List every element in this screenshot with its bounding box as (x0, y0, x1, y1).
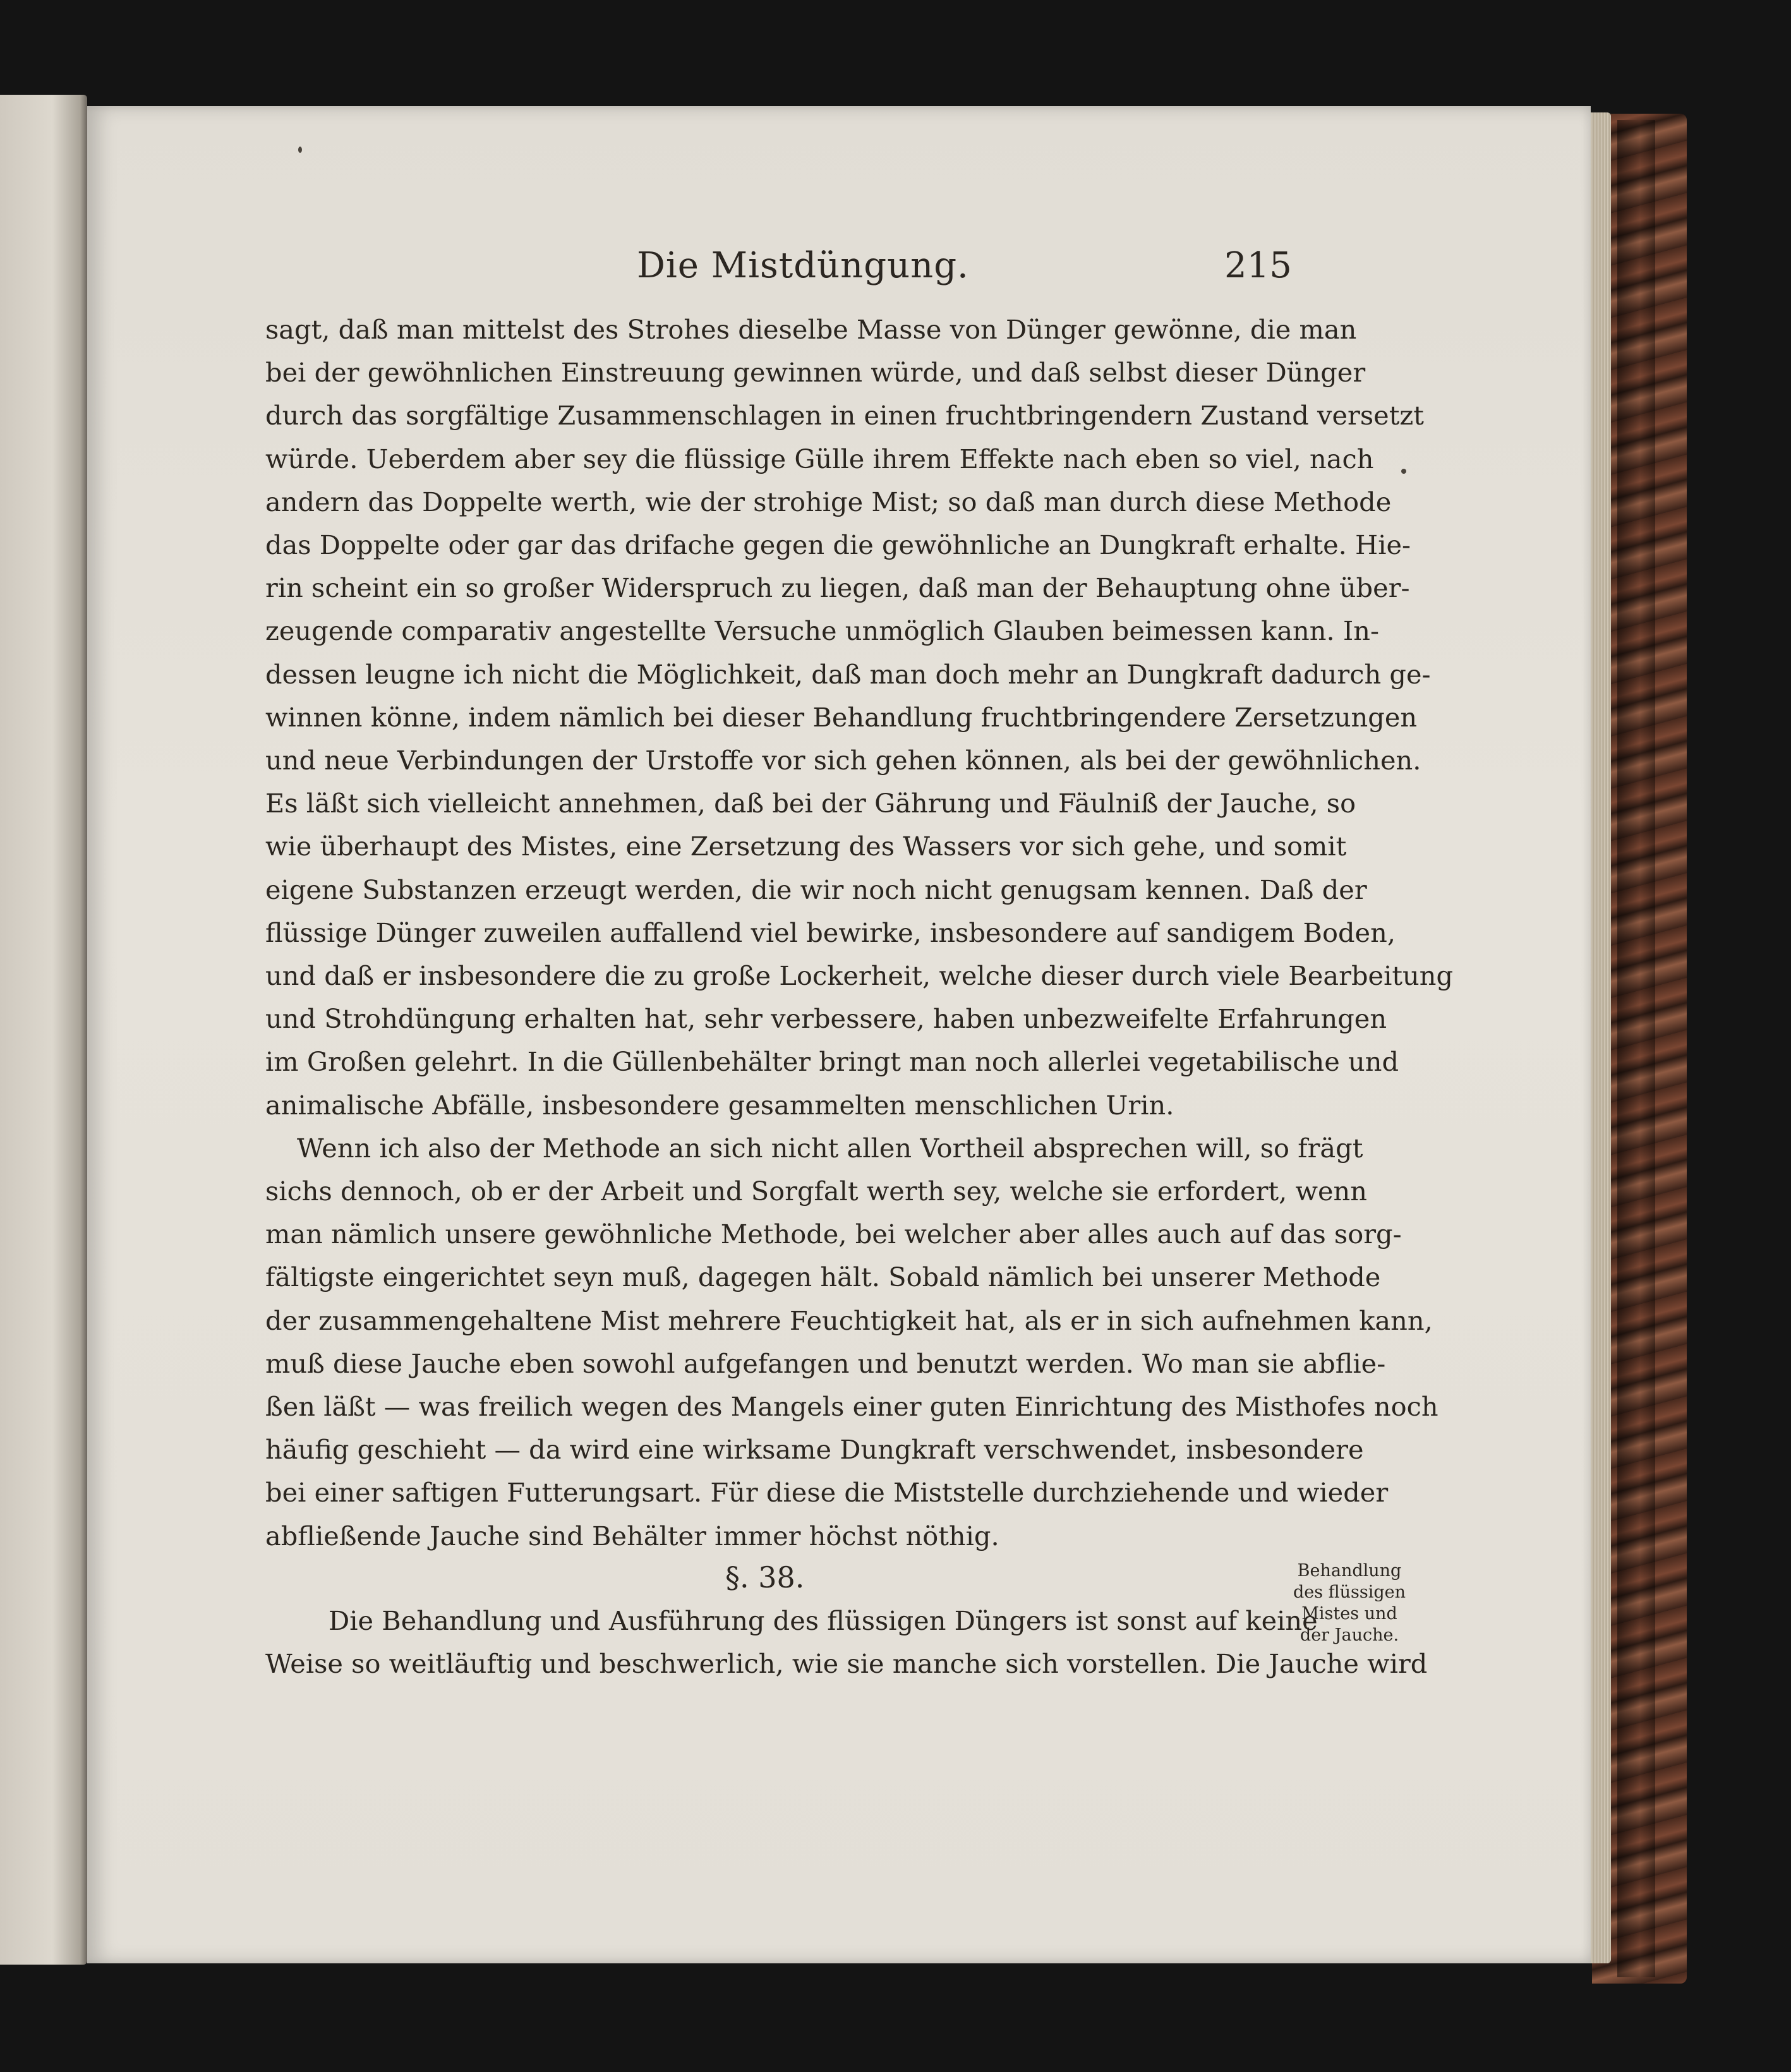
margin-note-line: des flüssigen (1293, 1582, 1406, 1602)
text-line: Die Behandlung und Ausführung des flüssigen Düngers ist sonst auf keine (329, 1605, 1318, 1636)
text-line: der zusammengehaltene Mist mehrere Feuchtigkeit hat, als er in sich aufnehmen kann, (265, 1304, 1433, 1336)
text-line: und daß er insbesondere die zu große Lockerheit, welche dieser durch viele Bearbeitung (265, 960, 1454, 991)
text-line: ßen läßt — was freilich wegen des Mangels einer guten Einrichtung des Misthofes noch (265, 1391, 1438, 1422)
cover-shadow (1617, 120, 1655, 1977)
text-line: bei einer saftigen Futterungsart. Für diese die Miststelle durchziehende und wieder (265, 1477, 1389, 1509)
text-line: eigene Substanzen erzeugt werden, die wir noch nicht genugsam kennen. Daß der (265, 874, 1367, 905)
margin-note-line: der Jauche. (1300, 1625, 1399, 1645)
text-line: muß diese Jauche eben sowohl aufgefangen und benutzt werden. Wo man sie abflie- (265, 1347, 1386, 1379)
text-line: bei der gewöhnlichen Einstreuung gewinnen würde, und daß selbst dieser Dünger (265, 357, 1366, 388)
text-line: sichs dennoch, ob er der Arbeit und Sorgfalt werth sey, welche sie erfordert, wenn (265, 1176, 1368, 1207)
facing-page-edge (0, 95, 87, 1965)
text-line: durch das sorgfältige Zusammenschlagen in einen fruchtbringendern Zustand versetzt (265, 400, 1424, 431)
text-line: Weise so weitläuftig und beschwerlich, wie sie manche sich vorstellen. Die Jauche wird (265, 1648, 1428, 1680)
text-line: dessen leugne ich nicht die Möglichkeit, daß man doch mehr an Dungkraft dadurch ge- (265, 658, 1431, 690)
text-line: winnen könne, indem nämlich bei dieser Behandlung fruchtbringendere Zersetzungen (265, 701, 1418, 733)
text-line: abfließende Jauche sind Behälter immer höchst nöthig. (265, 1520, 999, 1551)
text-line: wie überhaupt des Mistes, eine Zersetzung des Wassers vor sich gehe, und somit (265, 831, 1347, 862)
running-title: Die Mistdüngung. (637, 245, 969, 286)
text-line: und Strohdüngung erhalten hat, sehr verbessere, haben unbezweifelte Erfahrungen (265, 1003, 1387, 1035)
section-mark: §. 38. (725, 1560, 805, 1594)
margin-note (1286, 1560, 1413, 1646)
page-number: 215 (1224, 245, 1292, 286)
text-line: Es läßt sich vielleicht annehmen, daß bei der Gährung und Fäulniß der Jauche, so (265, 788, 1356, 819)
text-line: flüssige Dünger zuweilen auffallend viel bewirke, insbesondere auf sandigem Boden, (265, 917, 1396, 948)
text-line: sagt, daß man mittelst des Strohes dieselbe Masse von Dünger gewönne, die man (265, 314, 1357, 345)
text-line: animalische Abfälle, insbesondere gesammelten menschlichen Urin. (265, 1089, 1174, 1121)
text-line: würde. Ueberdem aber sey die flüssige Gülle ihrem Effekte nach eben so viel, nach (265, 443, 1374, 474)
text-line: Wenn ich also der Methode an sich nicht allen Vortheil absprechen will, so frägt (297, 1132, 1363, 1164)
margin-note-line: Behandlung (1297, 1561, 1402, 1581)
ink-speck (1401, 469, 1406, 474)
text-line: man nämlich unsere gewöhnliche Methode, bei welcher aber alles auch auf das sorg- (265, 1219, 1402, 1250)
text-line: das Doppelte oder gar das drifache gegen die gewöhnliche an Dungkraft erhalte. Hie- (265, 529, 1411, 560)
margin-note-line: Mistes und (1301, 1604, 1397, 1623)
text-line: im Großen gelehrt. In die Güllenbehälter bringt man noch allerlei vegetabilische und (265, 1046, 1399, 1078)
ink-speck (298, 147, 302, 153)
text-line: andern das Doppelte werth, wie der strohige Mist; so daß man durch diese Methode (265, 486, 1392, 517)
text-line: zeugende comparativ angestellte Versuche unmöglich Glauben beimessen kann. In- (265, 615, 1380, 647)
text-line: fältigste eingerichtet seyn muß, dagegen hält. Sobald nämlich bei unserer Methode (265, 1262, 1381, 1293)
text-line: häufig geschieht — da wird eine wirksame Dungkraft verschwendet, insbesondere (265, 1434, 1364, 1466)
text-line: rin scheint ein so großer Widerspruch zu liegen, daß man der Behauptung ohne über- (265, 572, 1410, 604)
text-line: und neue Verbindungen der Urstoffe vor sich gehen können, als bei der gewöhnlichen. (265, 745, 1421, 776)
